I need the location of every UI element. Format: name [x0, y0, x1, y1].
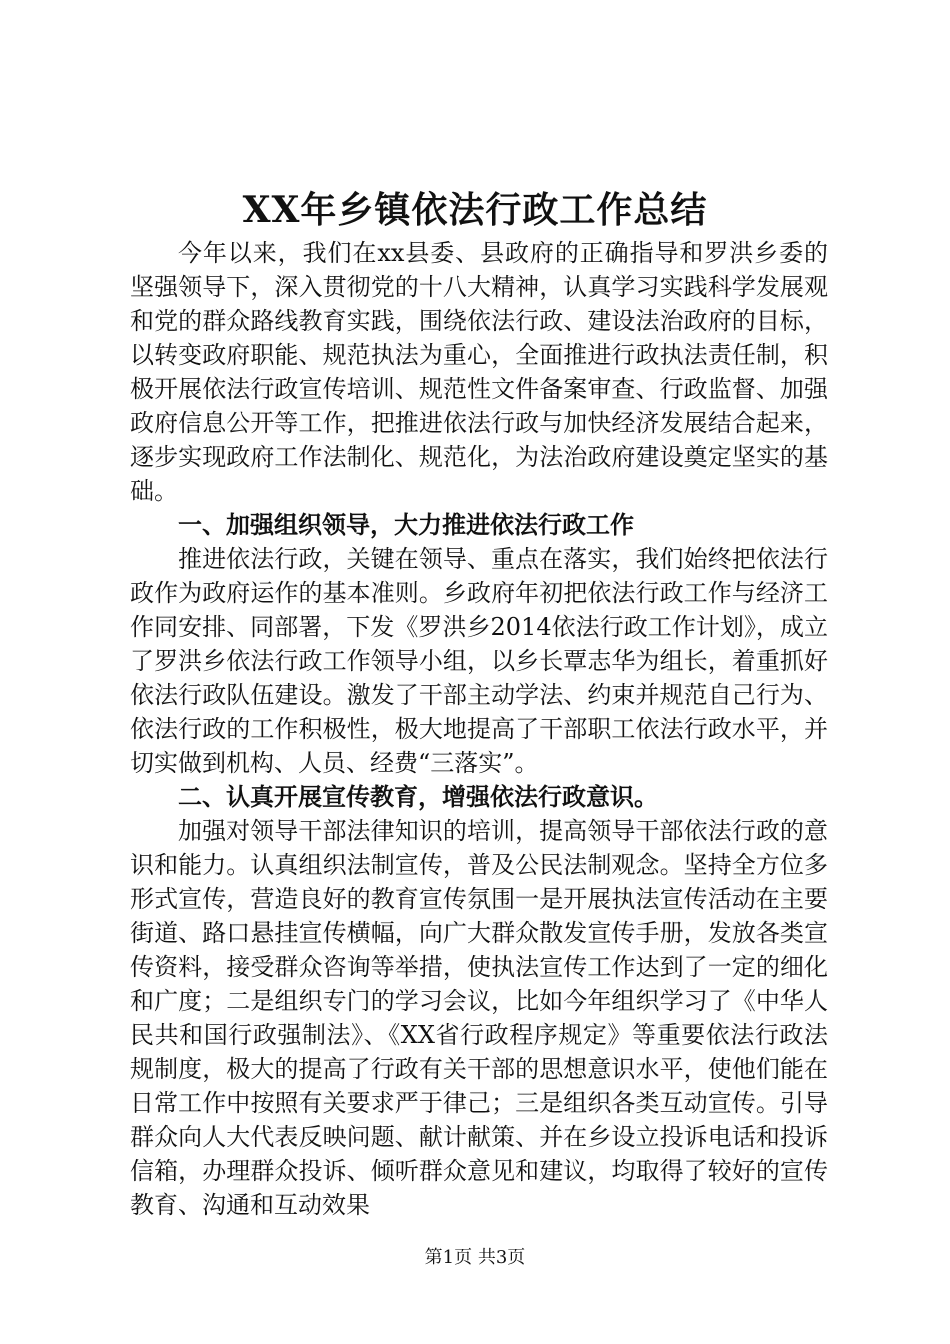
- section-1-paragraph: 推进依法行政，关键在领导、重点在落实，我们始终把依法行政作为政府运作的基本准则。乡政府年初把依法行政工作与经济工作同安排、同部署，下发《罗洪乡2014依法行政工作计划》，成立了罗洪乡依法行政工作领导小组，以乡长覃志华为组长，着重抓好依法行政队伍建设。激发了干部主动学法、约束并规范自己行为、依法行政的工作积极性，极大地提高了干部职工依法行政水平，并切实做到机构、人员、经费“三落实”。: [130, 545, 828, 777]
- document-title: XX年乡镇依法行政工作总结: [242, 189, 708, 231]
- section-2-heading: 二、认真开展宣传教育，增强依法行政意识。: [178, 783, 658, 811]
- intro-paragraph: 今年以来，我们在xx县委、县政府的正确指导和罗洪乡委的坚强领导下，深入贯彻党的十八大精神，认真学习实践科学发展观和党的群众路线教育实践，围绕依法行政、建设法治政府的目标，以转变政府职能、规范执法为重心，全面推进行政执法责任制，积极开展依法行政宣传培训、规范性文件备案审查、行政监督、加强政府信息公开等工作，把推进依法行政与加快经济发展结合起来，逐步实现政府工作法制化、规范化，为法治政府建设奠定坚实的基础。: [130, 239, 828, 505]
- section-1-heading: 一、加强组织领导，大力推进依法行政工作: [178, 511, 634, 539]
- section-2-paragraph: 加强对领导干部法律知识的培训，提高领导干部依法行政的意识和能力。认真组织法制宣传，普及公民法制观念。坚持全方位多形式宣传，营造良好的教育宣传氛围一是开展执法宣传活动在主要街道、路口悬挂宣传横幅，向广大群众散发宣传手册，发放各类宣传资料，接受群众咨询等举措，使执法宣传工作达到了一定的细化和广度；二是组织专门的学习会议，比如今年组织学习了《中华人民共和国行政强制法》、《XX省行政程序规定》等重要依法行政法规制度，极大的提高了行政有关干部的思想意识水平，使他们能在日常工作中按照有关要求严于律己；三是组织各类互动宣传。引导群众向人大代表反映问题、献计献策、并在乡设立投诉电话和投诉信箱，办理群众投诉、倾听群众意见和建议，均取得了较好的宣传教育、沟通和互动效果: [130, 817, 828, 1219]
- document-body: [130, 236, 828, 1222]
- page-footer: 第1页 共3页: [424, 1247, 526, 1268]
